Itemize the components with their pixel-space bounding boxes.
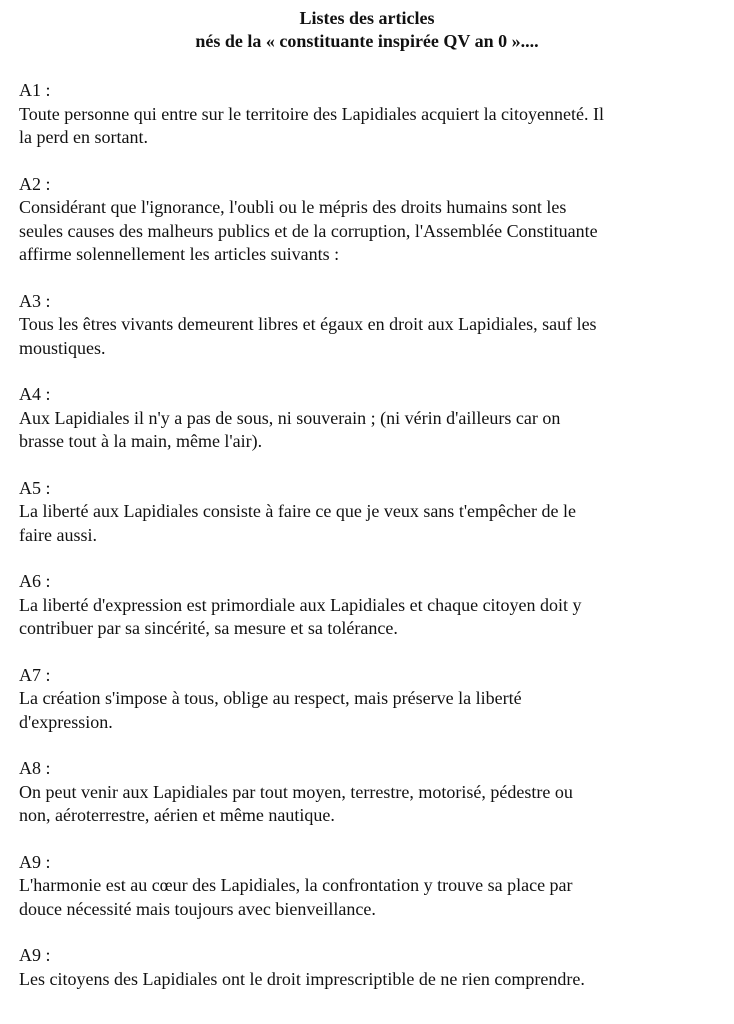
article-text: Aux Lapidiales il n'y a pas de sous, ni souverain ; (ni vérin d'ailleurs car on brasse tout à la main, même l'air). — [19, 407, 561, 451]
article-item — [19, 383, 709, 454]
article-item — [19, 664, 709, 735]
article-id: A4 : — [19, 384, 51, 404]
article-id: A8 : — [19, 758, 51, 778]
article-item — [19, 477, 709, 548]
article-text: La liberté d'expression est primordiale aux Lapidiales et chaque citoyen doit y contribuer par sa sincérité, sa mesure et sa tolérance. — [19, 594, 582, 638]
article-id: A5 : — [19, 477, 51, 498]
article-id: A6 : — [19, 571, 51, 591]
article-text: Considérant que l'ignorance, l'oubli ou le mépris des droits humains sont les seules causes des malheurs publics et de la corruption, l'Assemblée Constituante affirme solennellement les articles suivants : — [19, 197, 598, 264]
title-line-1: Listes des articles — [299, 8, 435, 28]
article-text: On peut venir aux Lapidiales par tout moyen, terrestre, motorisé, pédestre ou non, aéroterrestre, aérien et même nautique. — [19, 781, 573, 825]
article-item — [19, 944, 709, 991]
article-text: L'harmonie est au cœur des Lapidiales, la confrontation y trouve sa place par douce nécessité mais toujours avec bienveillance. — [19, 875, 573, 919]
article-id: A2 : — [19, 173, 51, 194]
article-list — [19, 79, 709, 1014]
article-item — [19, 290, 709, 361]
article-item — [19, 851, 709, 922]
article-text: Toute personne qui entre sur le territoire des Lapidiales acquiert la citoyenneté. Il la perd en sortant. — [19, 103, 605, 147]
document-title — [0, 0, 734, 53]
article-text: La création s'impose à tous, oblige au respect, mais préserve la liberté d'expression. — [19, 688, 522, 732]
article-item — [19, 757, 709, 828]
article-id: A1 : — [19, 80, 51, 100]
article-text: La liberté aux Lapidiales consiste à faire ce que je veux sans t'empêcher de le faire aussi. — [19, 501, 576, 545]
title-line-2: nés de la « constituante inspirée QV an 0 ».... — [195, 31, 539, 51]
article-id: A9 : — [19, 945, 51, 965]
article-id: A7 : — [19, 664, 51, 685]
article-item — [19, 173, 709, 267]
article-id: A9 : — [19, 851, 51, 872]
article-text: Les citoyens des Lapidiales ont le droit imprescriptible de ne rien comprendre. — [19, 968, 585, 989]
article-text: Tous les êtres vivants demeurent libres et égaux en droit aux Lapidiales, sauf les moustiques. — [19, 314, 597, 358]
article-id: A3 : — [19, 290, 51, 311]
article-item — [19, 79, 709, 150]
article-item — [19, 570, 709, 641]
